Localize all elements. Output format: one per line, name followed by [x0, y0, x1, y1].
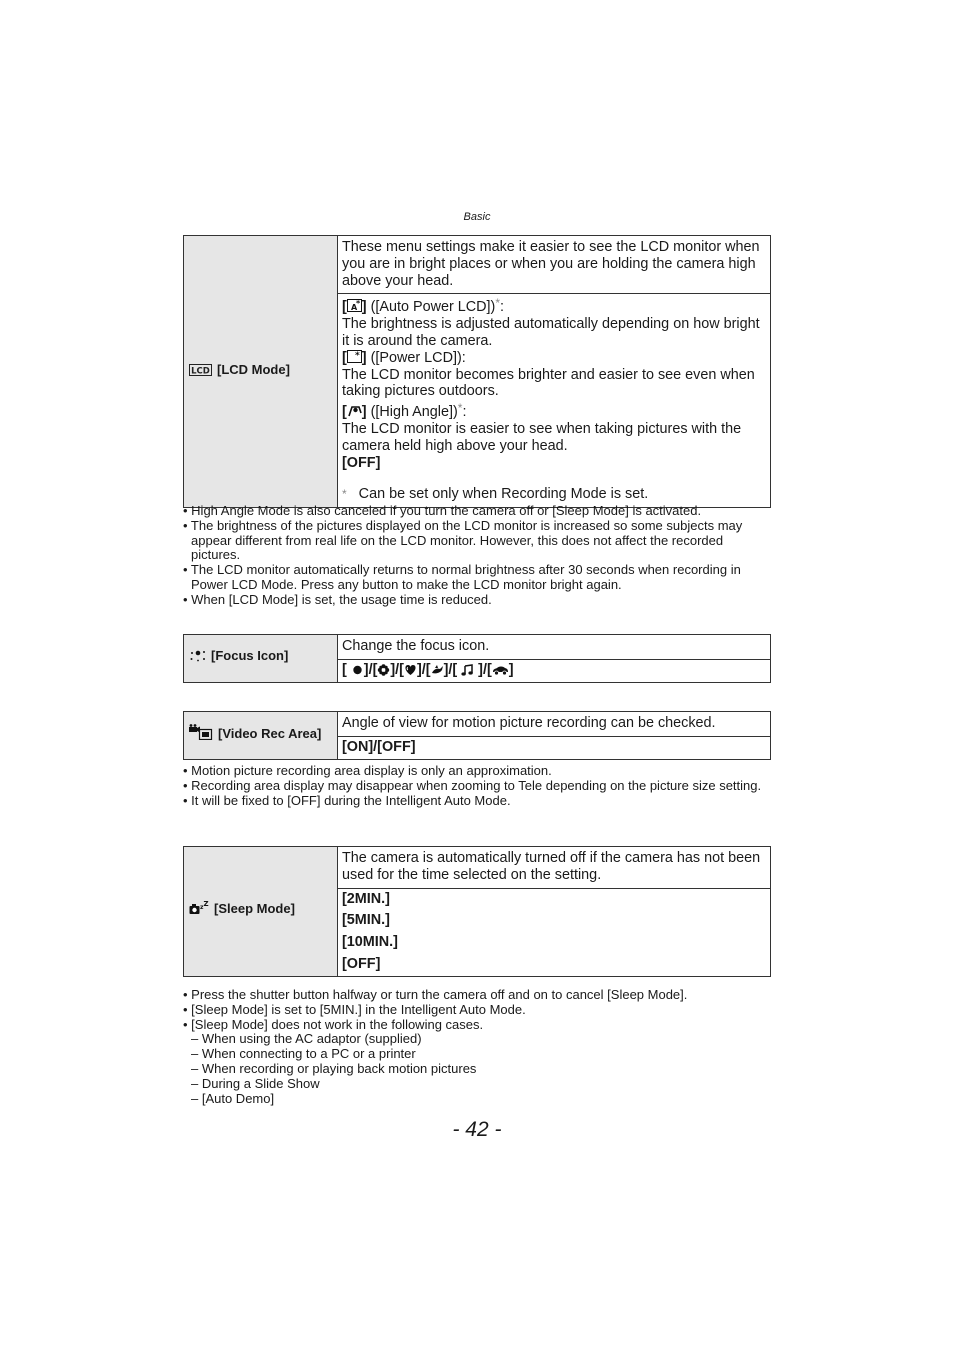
flower-icon	[377, 662, 390, 678]
svg-text:Z: Z	[203, 901, 209, 909]
lcd-option-power-desc: The LCD monitor becomes brighter and easier to see even when taking pictures outdoors.	[342, 366, 755, 400]
lcd-mode-options	[338, 294, 771, 508]
sleep-mode-label-cell	[184, 847, 338, 977]
focus-icon-values: [ ]/[ ]/[ ]/[ ]/[ ]/[ ]	[338, 659, 771, 682]
svg-text:LCD: LCD	[191, 366, 210, 376]
sleep-case: – When using the AC adaptor (supplied)	[191, 1031, 422, 1047]
power-lcd-icon	[347, 350, 362, 366]
video-rec-area-icon	[189, 724, 213, 745]
sleep-note: • Press the shutter button halfway or turn the camera off and on to cancel [Sleep Mode].	[183, 987, 688, 1002]
sleep-case: – When recording or playing back motion pictures	[191, 1060, 477, 1076]
focus-icon-label-cell	[184, 635, 338, 683]
video-rec-area-label: [Video Rec Area]	[218, 726, 322, 742]
car-icon	[492, 662, 509, 678]
sleep-mode-desc: The camera is automatically turned off if the camera has not been used for the time selected on the setting.	[338, 847, 771, 889]
sleep-mode-label: [Sleep Mode]	[214, 901, 295, 917]
lcd-note: • When [LCD Mode] is set, the usage time is reduced.	[183, 591, 492, 607]
sleep-mode-option: [10MIN.]	[338, 932, 771, 954]
lcd-option-auto-power-desc: The brightness is adjusted automatically depending on how bright it is around the camera.	[342, 316, 760, 349]
lcd-notes	[183, 504, 773, 608]
focus-icon	[189, 649, 206, 667]
lcd-option-high-angle: [ ] ([High Angle])*:	[342, 401, 467, 421]
lcd-option-auto-power: [ A * ] ([Auto Power LCD])*:	[342, 296, 505, 316]
video-rec-area-values: [ON]/[OFF]	[338, 736, 771, 759]
lcd-mode-table	[183, 235, 771, 508]
lcd-option-power: [ * ] ([Power LCD]):	[342, 349, 466, 366]
svg-text:z: z	[200, 904, 204, 912]
video-note: • Recording area display may disappear when zooming to Tele depending on the picture size setting.	[183, 777, 762, 793]
video-note: • It will be fixed to [OFF] during the Intelligent Auto Mode.	[183, 792, 511, 808]
sleep-case: – During a Slide Show	[191, 1075, 320, 1091]
dot-icon	[351, 662, 364, 678]
sleep-mode-table	[183, 846, 771, 977]
sleep-mode-icon	[189, 901, 209, 920]
sleep-case: – When connecting to a PC or a printer	[191, 1046, 416, 1062]
svg-text:A: A	[350, 303, 357, 313]
video-rec-area-label-cell	[184, 712, 338, 760]
heart-icon	[404, 662, 417, 678]
music-note-icon	[461, 662, 474, 678]
video-note: • Motion picture recording area display is only an approximation.	[183, 763, 552, 778]
lcd-mode-label-cell	[184, 236, 338, 508]
page-header: Basic	[463, 211, 491, 223]
lcd-icon	[189, 364, 212, 381]
lcd-note: • The LCD monitor automatically returns to normal brightness after 30 seconds when recording in Power LCD Mode. Press any button to make the LCD monitor bright again.	[183, 562, 741, 592]
lcd-option-high-angle-desc: The LCD monitor is easier to see when taking pictures with the camera held high above your head.	[342, 420, 742, 454]
sleep-mode-option: [2MIN.]	[338, 888, 771, 910]
page-number: - 42 -	[452, 1118, 502, 1141]
video-rec-area-table	[183, 711, 771, 760]
sleep-notes	[183, 988, 773, 1106]
sleep-mode-option: [5MIN.]	[338, 910, 771, 932]
focus-icon-desc: Change the focus icon.	[338, 635, 771, 660]
lcd-note: • High Angle Mode is also canceled if you turn the camera off or [Sleep Mode] is activated.	[183, 503, 702, 518]
video-rec-area-desc: Angle of view for motion picture recording can be checked.	[338, 712, 771, 737]
lcd-footnote: * Can be set only when Recording Mode is set.	[342, 486, 649, 503]
focus-icon-label: [Focus Icon]	[211, 648, 289, 664]
svg-text:*: *	[354, 350, 360, 361]
video-notes	[183, 764, 773, 808]
lcd-option-off: [OFF]	[342, 454, 381, 471]
auto-power-lcd-icon	[347, 299, 362, 315]
sleep-note: • [Sleep Mode] is set to [5MIN.] in the Intelligent Auto Mode.	[183, 1001, 526, 1017]
sleep-case: – [Auto Demo]	[191, 1090, 275, 1106]
high-angle-icon	[347, 404, 362, 420]
lcd-mode-intro: These menu settings make it easier to see the LCD monitor when you are in bright places or when you are holding the camera high above your head.	[338, 236, 771, 294]
lcd-note: • The brightness of the pictures displayed on the LCD monitor is increased so some subjects may appear different from real life on the LCD monitor. However, this does not affect the recorded pictures.	[183, 517, 743, 563]
focus-icon-table	[183, 634, 771, 683]
sleep-mode-option: [OFF]	[338, 954, 771, 976]
bird-icon	[431, 662, 444, 678]
sleep-note: • [Sleep Mode] does not work in the following cases.	[183, 1016, 484, 1032]
svg-text:*: *	[355, 299, 360, 309]
lcd-mode-label: [LCD Mode]	[217, 361, 290, 377]
